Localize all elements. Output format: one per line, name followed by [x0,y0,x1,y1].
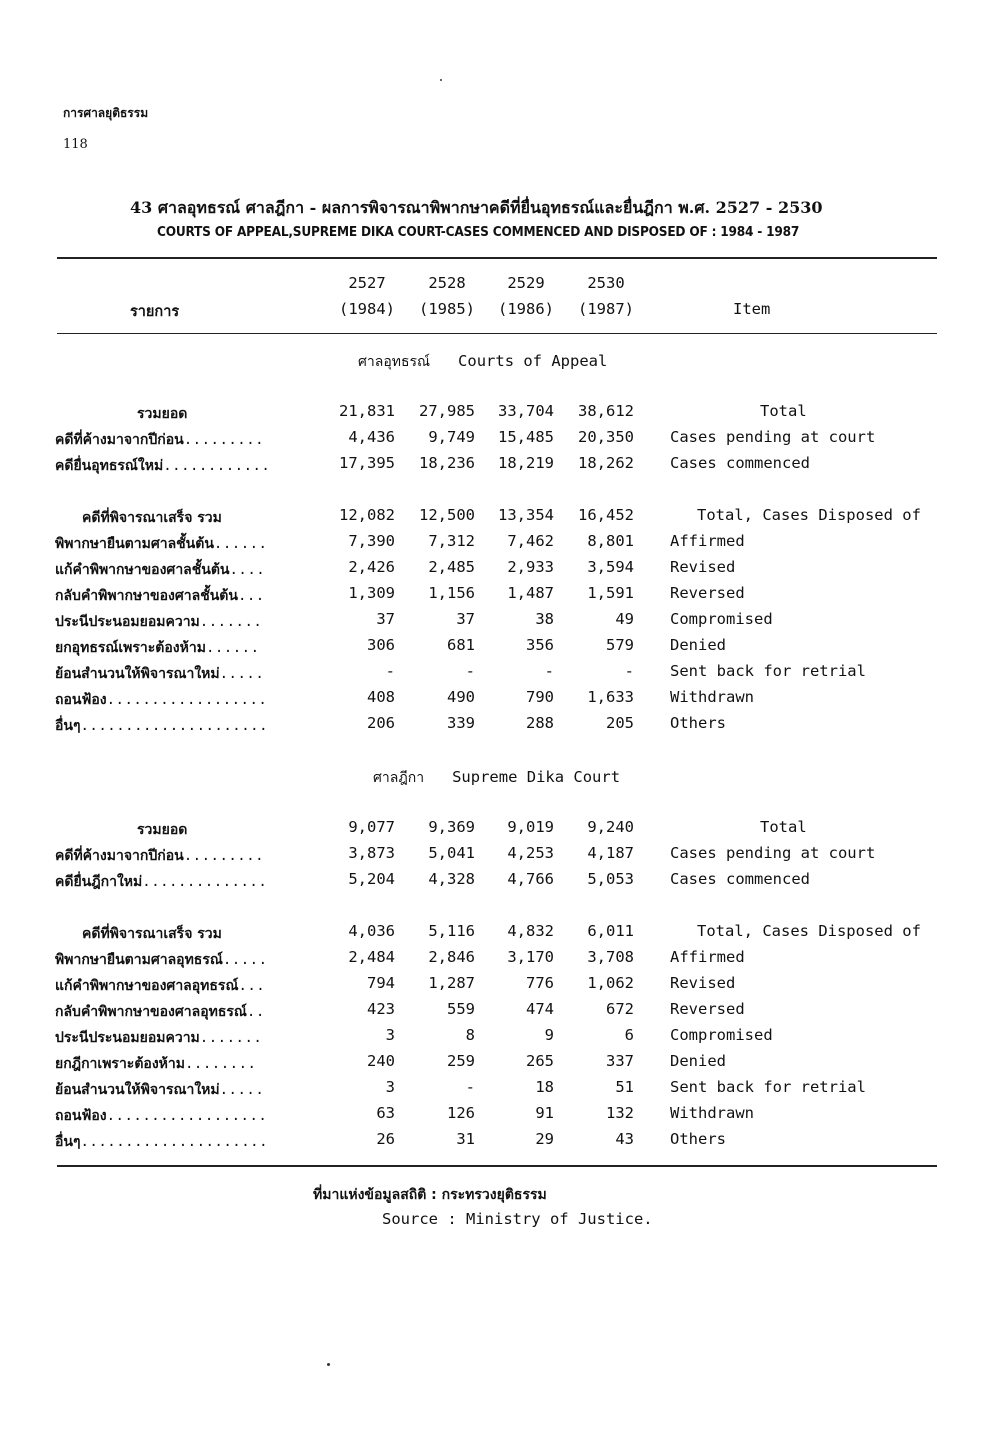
cell-value: 37 [456,610,475,628]
cell-value: 4,328 [428,870,475,888]
cell-value: 579 [606,636,634,654]
cell-value: 51 [615,1078,634,1096]
leader-dots: ...... [213,536,268,552]
cell-value: 681 [447,636,475,654]
cell-value: 1,487 [507,584,554,602]
cell-value: 7,462 [507,532,554,550]
leader-dots: ..................... [80,718,269,734]
row-label-thai [55,1001,265,1023]
row-label-thai-text: ถอนฟ้อง [55,1108,107,1124]
cell-value: 8,801 [587,532,634,550]
cell-value: 26 [376,1130,395,1148]
cell-value: - [385,662,395,680]
row-label-thai-text: กลับคำพิพากษาของศาลอุทธรณ์ [55,1004,247,1020]
cell-value: 18,236 [419,454,475,472]
cell-value: - [465,1078,475,1096]
row-label-thai-text: ยกฎีกาเพราะต้องห้าม [55,1056,185,1072]
row-label-thai [55,975,265,997]
row-label-thai-text: รวมยอด [137,822,188,838]
row-label-thai-text: อื่นๆ [55,718,81,734]
leader-dots: .................. [106,692,268,708]
cell-value: 49 [615,610,634,628]
cell-value: 4,253 [507,844,554,862]
cell-value: 15,485 [498,428,554,446]
cell-value: 31 [456,1130,475,1148]
row-label-thai [55,585,265,607]
cell-value: 3,594 [587,558,634,576]
row-label-english: Reversed [670,1000,745,1018]
cell-value: 3,170 [507,948,554,966]
leader-dots: ......... [183,848,265,864]
cell-value: 9,749 [428,428,475,446]
row-label-thai [55,637,260,659]
leader-dots: ..................... [80,1134,269,1150]
cell-value: 4,832 [507,922,554,940]
cell-value: 5,116 [428,922,475,940]
item-header-thai: รายการ [130,304,180,320]
cell-value: 18,262 [578,454,634,472]
row-label-english: Total [760,402,807,420]
cell-value: 7,312 [428,532,475,550]
top-rule [57,257,937,259]
cell-value: 3 [385,1078,395,1096]
year-ce-header: (1987) [578,300,634,318]
cell-value: 5,053 [587,870,634,888]
page-number: 118 [63,137,88,152]
section-heading-english: Supreme Dika Court [452,768,621,786]
cell-value: 132 [606,1104,634,1122]
cell-value: 3,708 [587,948,634,966]
cell-value: 2,485 [428,558,475,576]
leader-dots: ....... [199,614,263,630]
row-label-thai-text: คดีที่พิจารณาเสร็จ รวม [82,510,222,526]
cell-value: 9,369 [428,818,475,836]
row-label-thai [55,1027,262,1049]
cell-value: 776 [526,974,554,992]
header-rule [57,333,937,334]
row-label-english: Withdrawn [670,1104,754,1122]
cell-value: 16,452 [578,506,634,524]
cell-value: 13,354 [498,506,554,524]
cell-value: 18 [535,1078,554,1096]
row-label-thai-text: แก้คำพิพากษาของศาลอุทธรณ์ [55,978,239,994]
cell-value: 3,873 [348,844,395,862]
cell-value: 306 [367,636,395,654]
section-heading-english: Courts of Appeal [458,352,608,370]
cell-value: 4,436 [348,428,395,446]
section-heading-thai: ศาลอุทธรณ์ [358,354,431,370]
row-label-english: Others [670,1130,726,1148]
leader-dots: ............ [163,458,271,474]
leader-dots: ....... [199,1030,263,1046]
cell-value: 2,846 [428,948,475,966]
row-label-english: Sent back for retrial [670,1078,866,1096]
cell-value: 408 [367,688,395,706]
row-label-english: Reversed [670,584,745,602]
cell-value: 43 [615,1130,634,1148]
row-label-thai [55,715,268,737]
year-be-header: 2529 [507,274,545,292]
row-label-thai [55,871,267,893]
cell-value: 6,011 [587,922,634,940]
row-label-thai [55,1105,267,1127]
cell-value: 3 [385,1026,395,1044]
row-label-english: Total [760,818,807,836]
cell-value: 1,591 [587,584,634,602]
row-label-thai-text: คดีที่ค้างมาจากปีก่อน [55,432,184,448]
row-label-english: Compromised [670,610,773,628]
leader-dots: ..... [219,1082,265,1098]
cell-value: 4,187 [587,844,634,862]
year-ce-header: (1986) [498,300,554,318]
cell-value: 794 [367,974,395,992]
cell-value: 288 [526,714,554,732]
cell-value: 337 [606,1052,634,1070]
row-label-english: Affirmed [670,948,745,966]
scan-speck [440,79,442,81]
row-label-thai [55,949,268,971]
row-label-thai [55,533,267,555]
cell-value: 7,390 [348,532,395,550]
cell-value: 1,309 [348,584,395,602]
row-label-english: Denied [670,636,726,654]
row-label-thai [55,1131,268,1153]
cell-value: 91 [535,1104,554,1122]
leader-dots: ... [238,978,266,994]
row-label-thai [55,559,265,581]
row-label-english: Withdrawn [670,688,754,706]
row-label-thai-text: พิพากษายืนตามศาลอุทธรณ์ [55,952,223,968]
row-label-thai [55,1079,264,1101]
cell-value: 9 [544,1026,554,1044]
cell-value: - [465,662,475,680]
row-label-thai-text: แก้คำพิพากษาของศาลชั้นต้น [55,562,230,578]
row-label-thai [55,455,270,477]
row-label-thai [55,1053,256,1075]
cell-value: - [544,662,554,680]
row-label-english: Cases pending at court [670,844,876,862]
row-label-english: Affirmed [670,532,745,550]
cell-value: 27,985 [419,402,475,420]
cell-value: 12,500 [419,506,475,524]
row-label-thai [55,611,262,633]
cell-value: 29 [535,1130,554,1148]
cell-value: - [624,662,634,680]
row-label-thai [55,663,264,685]
cell-value: 126 [447,1104,475,1122]
leader-dots: ..... [219,666,265,682]
section-heading-thai: ศาลฎีกา [373,770,425,786]
cell-value: 21,831 [339,402,395,420]
row-label-thai [55,689,267,711]
row-label-english: Others [670,714,726,732]
row-label-thai [55,845,264,867]
row-label-thai [82,507,222,529]
year-ce-header: (1985) [419,300,475,318]
cell-value: 20,350 [578,428,634,446]
year-be-header: 2528 [428,274,466,292]
leader-dots: ......... [183,432,265,448]
cell-value: 63 [376,1104,395,1122]
cell-value: 18,219 [498,454,554,472]
cell-value: 38,612 [578,402,634,420]
cell-value: 5,204 [348,870,395,888]
leader-dots: .... [229,562,266,578]
row-label-english: Cases pending at court [670,428,876,446]
cell-value: 12,082 [339,506,395,524]
row-label-english: Revised [670,974,736,992]
cell-value: 259 [447,1052,475,1070]
year-be-header: 2527 [348,274,386,292]
cell-value: 490 [447,688,475,706]
row-label-english: Cases commenced [670,870,810,888]
row-label-thai-text: กลับคำพิพากษาของศาลชั้นต้น [55,588,238,604]
cell-value: 4,036 [348,922,395,940]
year-be-header: 2530 [587,274,625,292]
row-label-thai [55,429,264,451]
leader-dots: ..... [222,952,268,968]
row-label-thai-text: คดีที่พิจารณาเสร็จ รวม [82,926,222,942]
cell-value: 240 [367,1052,395,1070]
leader-dots: .............. [142,874,268,890]
cell-value: 37 [376,610,395,628]
row-label-thai-text: ย้อนสำนวนให้พิจารณาใหม่ [55,1082,220,1098]
row-label-thai-text: พิพากษายืนตามศาลชั้นต้น [55,536,214,552]
row-label-english: Cases commenced [670,454,810,472]
year-ce-header: (1984) [339,300,395,318]
table-title-thai: 43 ศาลอุทธรณ์ ศาลฎีกา - ผลการพิจารณาพิพากษาคดีที่ยื่นอุทธรณ์และยื่นฎีกา พ.ศ. 2527 - 2530 [130,198,823,217]
cell-value: 206 [367,714,395,732]
cell-value: 339 [447,714,475,732]
section-heading [373,767,620,789]
row-label-english: Total, Cases Disposed of [697,922,921,940]
row-label-thai [137,403,187,425]
source-english: Source : Ministry of Justice. [382,1210,653,1228]
row-label-thai-text: คดีที่ค้างมาจากปีก่อน [55,848,184,864]
row-label-english: Sent back for retrial [670,662,866,680]
cell-value: 559 [447,1000,475,1018]
cell-value: 17,395 [339,454,395,472]
cell-value: 265 [526,1052,554,1070]
table-title-english: COURTS OF APPEAL,SUPREME DIKA COURT-CASES COMMENCED AND DISPOSED OF : 1984 - 1987 [157,224,800,240]
row-label-thai-text: คดียื่นฎีกาใหม่ [55,874,143,890]
cell-value: 9,019 [507,818,554,836]
row-label-thai-text: ประนีประนอมยอมความ [55,614,200,630]
cell-value: 2,933 [507,558,554,576]
cell-value: 9,240 [587,818,634,836]
source-thai: ที่มาแห่งข้อมูลสถิติ : กระทรวงยุติธรรม [313,1187,547,1203]
leader-dots: ...... [205,640,260,656]
row-label-thai-text: รวมยอด [137,406,188,422]
cell-value: 33,704 [498,402,554,420]
cell-value: 1,156 [428,584,475,602]
cell-value: 1,287 [428,974,475,992]
cell-value: 672 [606,1000,634,1018]
row-label-thai-text: อื่นๆ [55,1134,81,1150]
row-label-english: Denied [670,1052,726,1070]
row-label-thai [82,923,222,945]
cell-value: 6 [624,1026,634,1044]
row-label-thai-text: ถอนฟ้อง [55,692,107,708]
cell-value: 474 [526,1000,554,1018]
cell-value: 5,041 [428,844,475,862]
cell-value: 9,077 [348,818,395,836]
bottom-rule [57,1165,937,1167]
row-label-thai-text: ยกอุทธรณ์เพราะต้องห้าม [55,640,206,656]
cell-value: 1,633 [587,688,634,706]
cell-value: 38 [535,610,554,628]
leader-dots: ... [237,588,265,604]
running-title: การศาลยุติธรรม [63,106,149,120]
row-label-thai-text: คดียื่นอุทธรณ์ใหม่ [55,458,164,474]
row-label-english: Compromised [670,1026,773,1044]
scan-speck [327,1363,330,1366]
item-header-english: Item [733,300,771,318]
cell-value: 423 [367,1000,395,1018]
cell-value: 8 [465,1026,475,1044]
row-label-english: Total, Cases Disposed of [697,506,921,524]
leader-dots: .. [246,1004,265,1020]
row-label-thai-text: ประนีประนอมยอมความ [55,1030,200,1046]
row-label-thai [137,819,187,841]
leader-dots: .................. [106,1108,268,1124]
cell-value: 4,766 [507,870,554,888]
cell-value: 2,484 [348,948,395,966]
leader-dots: ........ [185,1056,257,1072]
row-label-english: Revised [670,558,736,576]
cell-value: 2,426 [348,558,395,576]
section-heading [358,351,607,373]
cell-value: 356 [526,636,554,654]
cell-value: 790 [526,688,554,706]
row-label-thai-text: ย้อนสำนวนให้พิจารณาใหม่ [55,666,220,682]
cell-value: 1,062 [587,974,634,992]
cell-value: 205 [606,714,634,732]
